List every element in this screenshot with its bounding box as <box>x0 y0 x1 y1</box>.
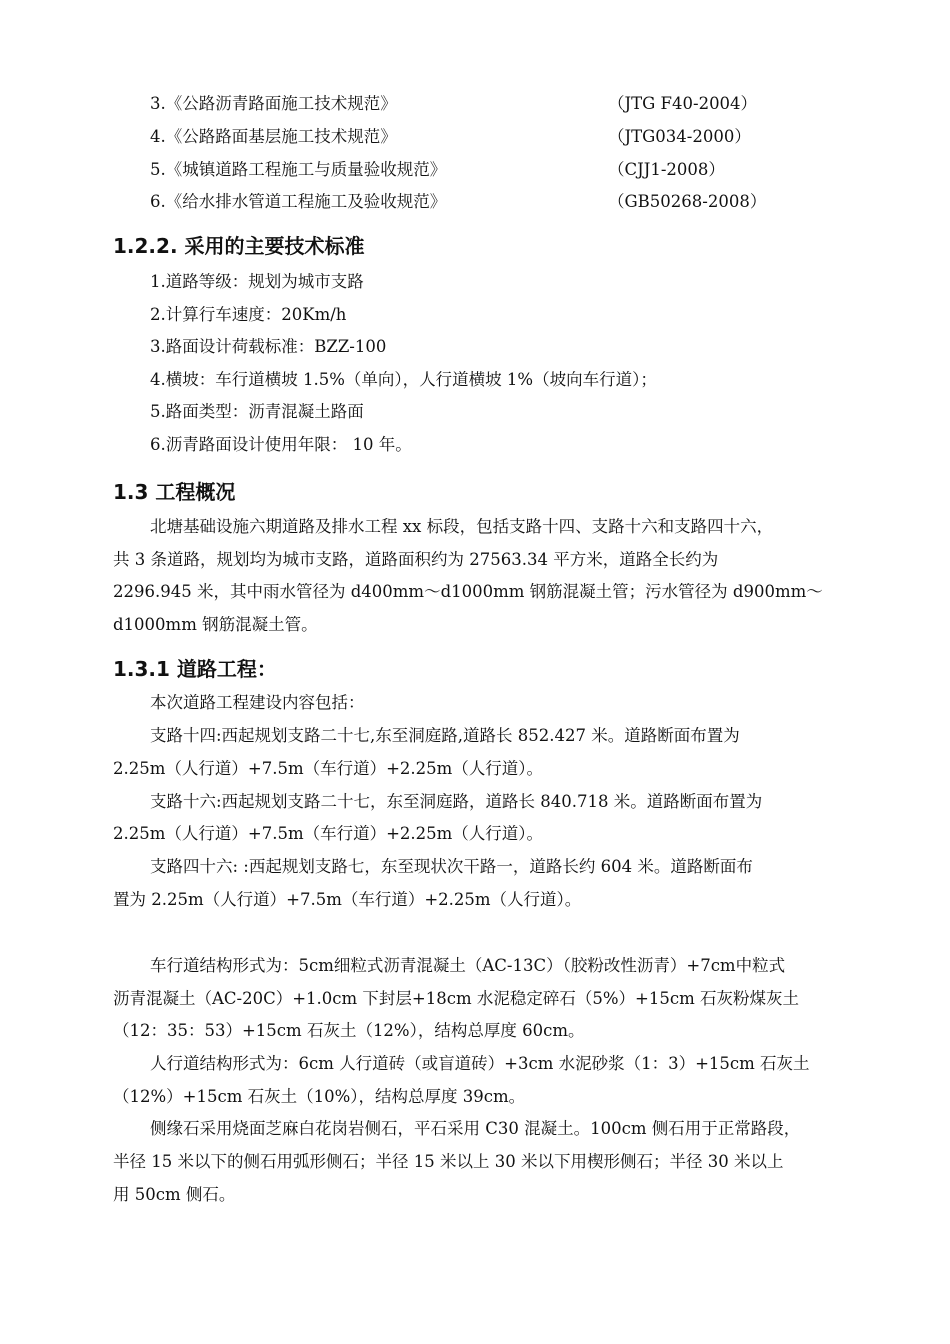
section-heading-1-3: 1.3 工程概况 <box>113 480 236 504</box>
road-16-line: 2.25m（人行道）+7.5m（车行道）+2.25m（人行道）。 <box>113 824 544 843</box>
carriageway-structure-line: 沥青混凝土（AC-20C）+1.0cm 下封层+18cm 水泥稳定碎石（5%）+15cm 石灰粉煤灰土 <box>113 989 800 1008</box>
reference-code: （CJJ1-2008） <box>608 160 725 179</box>
standard-item: 4.横坡：车行道横坡 1.5%（单向），人行道横坡 1%（坡向车行道）； <box>150 370 657 389</box>
road-14-line: 2.25m（人行道）+7.5m（车行道）+2.25m（人行道）。 <box>113 759 544 778</box>
section-heading-1-2-2: 1.2.2. 采用的主要技术标准 <box>113 234 365 258</box>
reference-code: （JTG F40-2004） <box>608 94 758 113</box>
road-14-line: 支路十四:西起规划支路二十七,东至洞庭路,道路长 852.427 米。道路断面布置为 <box>150 726 740 745</box>
road-16-line: 支路十六:西起规划支路二十七，东至洞庭路，道路长 840.718 米。道路断面布置为 <box>150 792 763 811</box>
sidewalk-structure-line: 人行道结构形式为：6cm 人行道砖（或盲道砖）+3cm 水泥砂浆（1：3）+15cm 石灰土 <box>150 1054 810 1073</box>
reference-code: （GB50268-2008） <box>608 192 767 211</box>
reference-title: 3.《公路沥青路面施工技术规范》 <box>150 94 397 113</box>
section-heading-1-3-1: 1.3.1 道路工程： <box>113 657 277 681</box>
carriageway-structure-line: （12：35：53）+15cm 石灰土（12%），结构总厚度 60cm。 <box>113 1021 585 1040</box>
standard-item: 6.沥青路面设计使用年限： 10 年。 <box>150 435 412 454</box>
reference-code: （JTG034-2000） <box>608 127 751 146</box>
carriageway-structure-line: 车行道结构形式为：5cm细粒式沥青混凝土（AC-13C）（胶粉改性沥青）+7cm中粒式 <box>150 956 786 975</box>
overview-paragraph-line: 2296.945 米，其中雨水管径为 d400mm～d1000mm 钢筋混凝土管；污水管径为 d900mm～ <box>113 582 823 601</box>
standard-item: 3.路面设计荷载标准：BZZ-100 <box>150 337 387 356</box>
sidewalk-structure-line: （12%）+15cm 石灰土（10%），结构总厚度 39cm。 <box>113 1087 526 1106</box>
reference-title: 5.《城镇道路工程施工与质量验收规范》 <box>150 160 447 179</box>
standard-item: 2.计算行车速度：20Km/h <box>150 305 347 324</box>
overview-paragraph-line: 共 3 条道路，规划均为城市支路，道路面积约为 27563.34 平方米，道路全长约为 <box>113 550 719 569</box>
overview-paragraph-line: d1000mm 钢筋混凝土管。 <box>113 615 318 634</box>
standard-item: 5.路面类型：沥青混凝土路面 <box>150 402 364 421</box>
road-46-line: 支路四十六: :西起规划支路七，东至现状次干路一，道路长约 604 米。道路断面布 <box>150 857 753 876</box>
road-46-line: 置为 2.25m（人行道）+7.5m（车行道）+2.25m（人行道）。 <box>113 890 582 909</box>
standard-item: 1.道路等级：规划为城市支路 <box>150 272 364 291</box>
reference-title: 4.《公路路面基层施工技术规范》 <box>150 127 397 146</box>
road-intro: 本次道路工程建设内容包括： <box>150 693 365 712</box>
reference-title: 6.《给水排水管道工程施工及验收规范》 <box>150 192 447 211</box>
curb-stone-line: 侧缘石采用烧面芝麻白花岗岩侧石，平石采用 C30 混凝土。100cm 侧石用于正常路段， <box>150 1119 801 1138</box>
curb-stone-line: 半径 15 米以下的侧石用弧形侧石；半径 15 米以上 30 米以下用楔形侧石；半径 30 米以上 <box>113 1152 784 1171</box>
curb-stone-line: 用 50cm 侧石。 <box>113 1185 236 1204</box>
overview-paragraph-line: 北塘基础设施六期道路及排水工程 xx 标段，包括支路十四、支路十六和支路四十六， <box>150 517 774 536</box>
